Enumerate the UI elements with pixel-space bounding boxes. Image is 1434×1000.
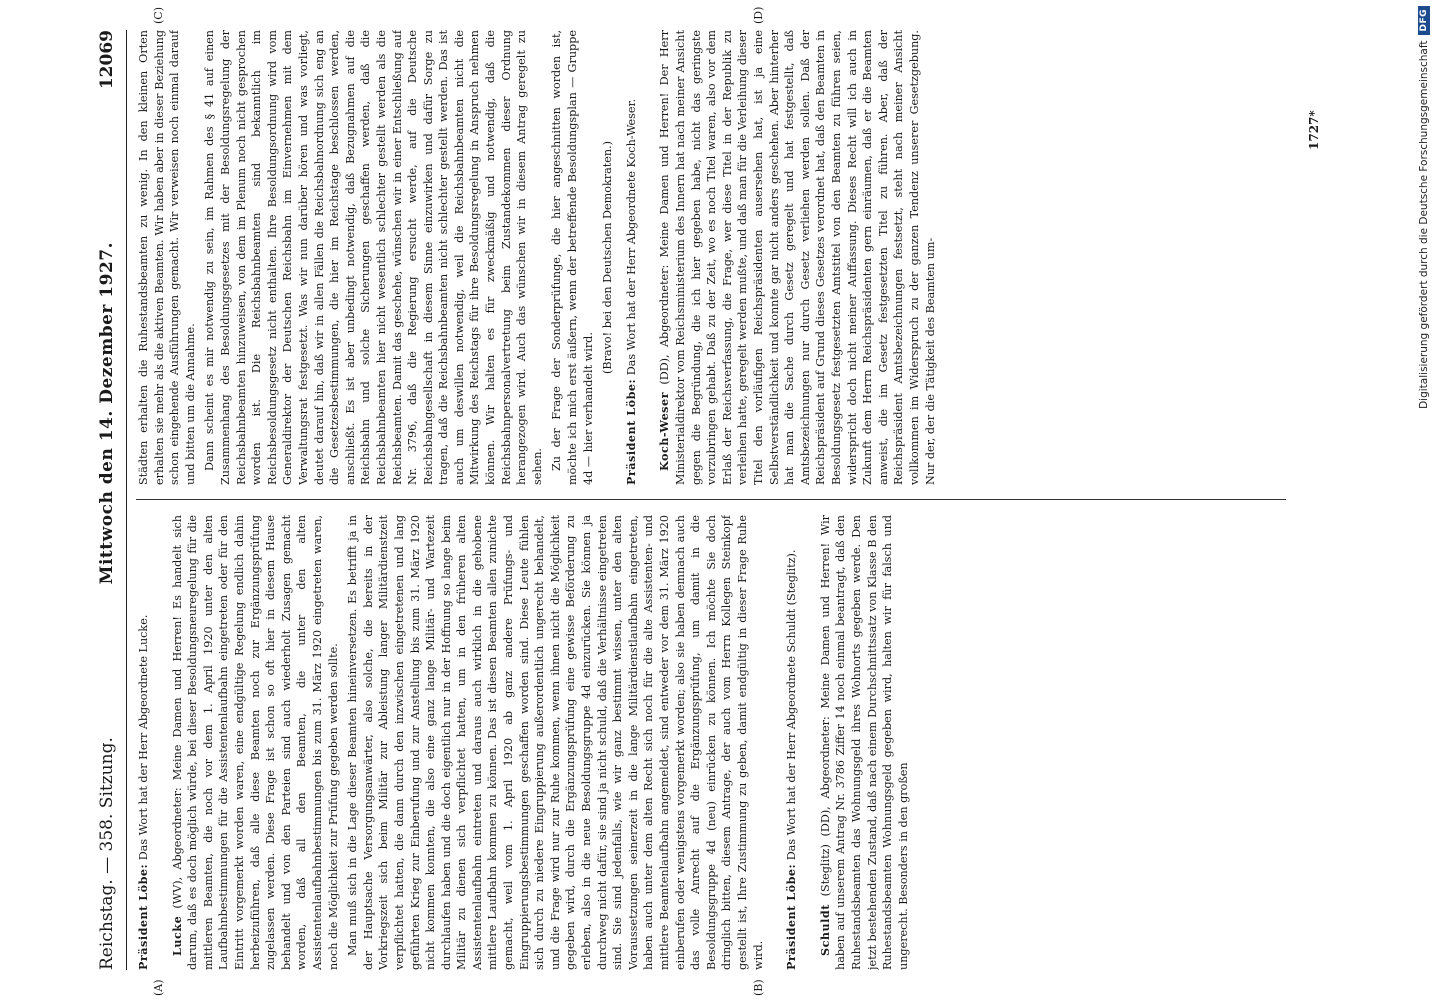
rotated-page-content <box>62 0 1402 1000</box>
paragraph <box>784 515 800 970</box>
paragraph: Städten erhalten die Ruhestandsbeamten zu wenig. In den kleinen Orten erhalten sie mehr als die aktiven Beamten. Wir haben aber in dieser Beziehung schon eingehende Ausführungen gemacht. Wir verweisen noch einmal darauf und bitten um die Annahme. <box>137 30 197 485</box>
margin-mark-c: (C) <box>152 7 165 24</box>
speaker-name: Koch-Weser <box>657 392 672 471</box>
paragraph <box>657 30 938 485</box>
scanned-page <box>62 0 1434 1000</box>
speaker-name: Lucke <box>169 915 184 956</box>
speaker-name: Schuldt <box>817 904 832 956</box>
left-column <box>136 515 1326 970</box>
speaker-name: Präsident Löbe: <box>136 863 150 970</box>
margin-mark-b: (B) <box>752 979 765 996</box>
credit-text: Digitalisierung gefördert durch die Deutsche Forschungsgemeinschaft <box>1418 40 1430 409</box>
paragraph-text: (WV), Abgeordneter: Meine Damen und Herren! Es handelt sich darum, daß es doch möglich würde, bei dieser Besoldungsneuregelung für die mittleren Beamten, die noch vor dem 1. April 1920 unter den alten Laufbahnbestimmungen für die Assistentenlaufbahn eingetreten oder für den Eintritt vorgemerkt worden waren, eine endgültige Regelung endlich dahin herbeizuführen, daß alle diese Beamten noch zur Ergänzungsprüfung zugelassen werden. Diese Frage ist schon so oft hier in diesem Hause behandelt und von den Parteien sind auch wiederholt Zusagen gemacht worden, daß all den Beamten, die unter den alten Assistentenlaufbahnbestimmungen bis zum 31. März 1920 eingetreten waren, noch die Möglichkeit zur Prüfung gegeben werden sollte. <box>170 515 340 970</box>
paragraph-text: Das Wort hat der Herr Abgeordnete Schuldt (Steglitz). <box>785 549 799 864</box>
paragraph <box>136 515 152 970</box>
page-number: 12069 <box>97 30 117 90</box>
credit-text-row <box>1412 0 1434 1000</box>
header-session: Reichstag. — 358. Sitzung. <box>97 737 117 970</box>
paragraph: Zu der Frage der Sonderprüfunge, die hier angeschnitten worden ist, möchte ich mich erst äußern, wenn der betreffende Besoldungsplan — Gruppe 4d — hier verhandelt wird. <box>550 30 595 485</box>
running-header <box>92 30 122 970</box>
speaker-name: Präsident Löbe: <box>784 863 799 970</box>
digitization-credit <box>1410 0 1434 1000</box>
column-separator <box>136 499 1286 500</box>
margin-mark-a: (A) <box>152 979 165 996</box>
paragraph <box>170 515 342 970</box>
margin-mark-d: (D) <box>752 6 765 24</box>
speaker-name: Präsident Löbe: <box>623 378 638 485</box>
page-inner <box>92 6 1342 996</box>
paragraph <box>818 515 912 970</box>
paragraph-text: (DD), Abgeordneter: Meine Damen und Herren! Der Herr Ministerialdirektor vom Reichsministerium des Innern hat nach meiner Ansicht gegen die Begründung, die ich hier gegeben habe, nicht das geringste vorzubringen gehabt. Daß zu der Zeit, wo es noch Titel waren, also vor dem Erlaß der Reichsverfassung, die Frage, wer diese Titel in der Republik zu verleihen hatte, geregelt werden mußte, und daß man für die Verleihung dieser Titel den vorläufigen Reichspräsidenten ausersehen hat, ist ja eine Selbstverständlichkeit und konnte gar nicht anders geschehen. Aber hinterher hat man die Sache durch Gesetz geregelt und hat festgestellt, daß Amtsbezeichnungen nur durch Gesetz verliehen werden sollen. Daß der Reichspräsident auf Grund dieses Gesetzes verordnet hat, daß den Beamten in Besoldungsgesetz festgesetzten Amtstitel von den Beamten zu führen seien, widerspricht doch nicht meiner Auffassung. Dieses Recht will ich auch in Zukunft dem Herrn Reichspräsidenten gern einräumen, daß er die Beamten anweist, die im Gesetz festgesetzten Titel zu führen. Aber, daß der Reichspräsident Amtsbezeichnungen festsetzt, steht nach meiner Ansicht vollkommen im Widerspruch zu der ganzen Tendenz unserer Gesetzgebung. Nur der, der die Tätigkeit des Beamten um- <box>658 30 937 485</box>
paragraph-text: Das Wort hat der Herr Abgeordnete Lucke. <box>137 614 150 864</box>
right-column <box>136 30 1326 485</box>
signature-mark: 1727* <box>1307 110 1321 150</box>
paragraph <box>624 30 640 485</box>
paragraph: Dann scheint es mir notwendig zu sein, im Rahmen des § 41 auf einen Zusammenhang des Besoldungsgesetzes mit der Besoldungsregelung der Reichsbahnbeamten hinzuweisen, von dem im Plenum noch nicht gesprochen worden ist. Die Reichsbahnbeamten sind bekanntlich im Reichsbesoldungsgesetz nicht enthalten. Ihre Besoldungsordnung wird vom Generaldirektor der Deutschen Reichsbahn im Einvernehmen mit dem Verwaltungsrat festgesetzt. Was wir nun darüber hören und was vorliegt, deutet darauf hin, daß wir in allen Fällen die Reichsbahnordnung sich eng an die Gesetzesbestimmungen, die hier im Reichstage beschlossen werden, anschließt. Es ist aber unbedingt notwendig, daß Bezugnahmen auf die Reichsbahn und solche Sicherungen geschaffen werden, daß die Reichsbahnbeamten hier nicht wesentlich schlechter gestellt werden als die Reichsbeamten. Damit das geschehe, wünschen wir in einer Entschließung auf Nr. 3796, daß die Regierung ersucht werde, auf die Deutsche Reichsbahngesellschaft in diesem Sinne einzuwirken und dafür Sorge zu tragen, daß die Reichsbahnbeamten nicht schlechter gestellt werden. Das ist auch um deswillen notwendig, weil die Reichsbahnbeamten nicht die Mitwirkung des Reichstags für ihre Besoldungsregelung in Anspruch nehmen können. Wir halten es für zweckmäßig und notwendig, daß die Reichsbahnpersonalvertretung beim Zustandekommen dieser Ordnung herangezogen wird. Auch das wünschen wir in diesem Antrag geregelt zu sehen. <box>203 30 544 485</box>
header-date: Mittwoch den 14. Dezember 1927. <box>97 241 117 585</box>
paragraph-text: (Steglitz) (DD), Abgeordneter: Meine Damen und Herren! Wir haben auf unserem Antrag Nr. 3786 Ziffer 14 noch einmal beantragt, daß den Ruhestandsbeamten das Wohnungsgeld ihres Wohnorts gegeben werde. Den jetzt bestehenden Zustand, daß nach einem Durchschnittssatz von Klasse B den Ruhestandsbeamten Wohnungsgeld gegeben wird, halten wir für falsch und ungerecht. Besonders in den großen <box>818 515 910 970</box>
paragraph: Man muß sich in die Lage dieser Beamten hineinversetzen. Es betrifft ja in der Hauptsache Versorgungsanwärter, also solche, die bereits in der Vorkriegszeit sich beim Militär zur Ableistung langer Militärdienstzeit verpflichtet hatten, die dann durch den inzwischen eingetretenen und lang geführten Krieg zur Einberufung und zur Anstellung bis zum 31. März 1920 nicht kommen konnten, die also eine ganz lange Militär- und Wartezeit durchlaufen haben und die doch eigentlich nur in der Hoffnung so lange beim Militär zu dienen sich verpflichtet hatten, um in den früheren alten Assistentenlaufbahn eintreten und daraus auch wirklich in die gehobene mittlere Laufbahn kommen zu können. Das ist diesen Beamten allen zunichte gemacht, weil vom 1. April 1920 ab ganz andere Prüfungs- und Eingruppierungsbestimmungen geschaffen worden sind. Diese Leute fühlen sich durch zu niedere Eingruppierung außerordentlich ungerecht behandelt, und die Frage wird nur zur Ruhe kommen, wenn ihnen nicht die Möglichkeit gegeben wird, durch die Ergänzungsprüfung eine gewisse Beförderung zu erleben, also in die neue Besoldungsgruppe 4d einzurücken. Sie können ja durchweg nicht dafür, sie sind ja nicht schuld, daß die Verhältnisse eingetreten sind. Sie sind jedenfalls, wie wir ganz bestimmt wissen, unter den alten Voraussetzungen seinerzeit in die lange Militärdienstlaufbahn eingetreten, haben auch unter dem alten Recht sich noch für die alte Assistenten- und mittlere Beamtenlaufbahn angemeldet, sind entweder vor dem 31. März 1920 einberufen oder wenigstens vorgemerkt worden; also sie haben demnach auch das volle Anrecht auf die Ergänzungsprüfung, um damit in die Besoldungsgruppe 4d (neu) einrücken zu können. Ich möchte Sie doch dringlich bitten, diesem Antrage, der auch vom Herrn Kollegen Steinkopf gestellt ist, Ihre Zustimmung zu geben, damit endgültig in dieser Frage Ruhe wird. <box>346 515 765 970</box>
header-rule <box>126 30 127 970</box>
dfg-logo-badge: DFG <box>1418 6 1430 35</box>
paragraph-text: Das Wort hat der Herr Abgeordnete Koch-Weser. <box>624 98 638 379</box>
applause-note: (Bravo! bei den Deutschen Demokraten.) <box>601 140 615 375</box>
